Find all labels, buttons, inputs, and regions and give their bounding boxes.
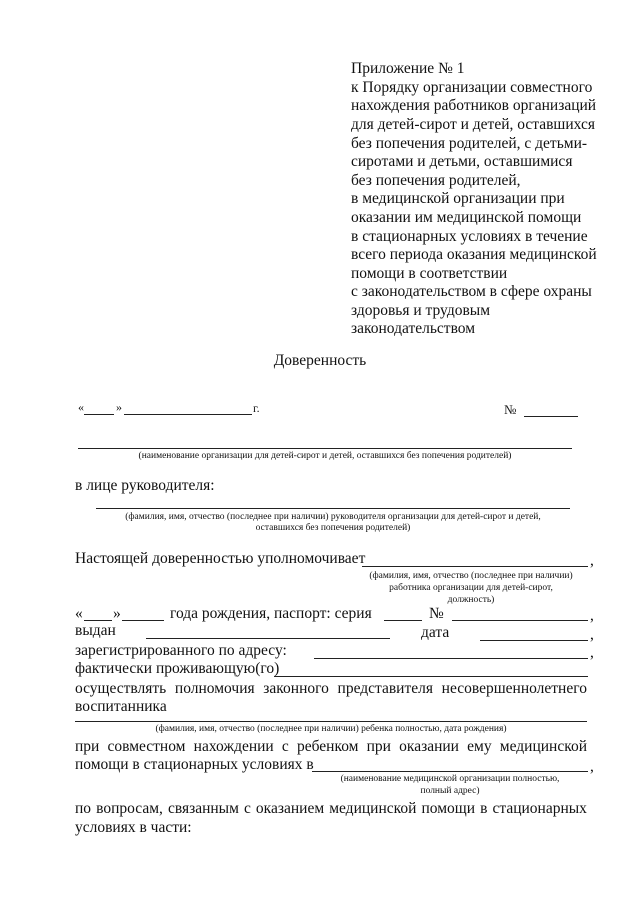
issued-label: выдан: [75, 622, 116, 639]
word: представителя: [337, 680, 433, 697]
word: полномочия: [174, 680, 255, 697]
appendix-line: к Порядку организации совместного: [351, 79, 593, 96]
number-label: №: [504, 402, 517, 417]
appendix-line: Приложение № 1: [351, 60, 465, 77]
open-quote: «: [75, 605, 83, 622]
child-hint: (фамилия, имя, отчество (последнее при наличии) ребенка полностью, дата рождения): [155, 724, 507, 734]
word: связанным: [167, 800, 239, 817]
word: ему: [467, 738, 492, 755]
open-quote: «: [78, 400, 84, 414]
close-quote: »: [113, 605, 121, 622]
word: вопросам,: [96, 800, 163, 817]
issue-date-blank[interactable]: [480, 640, 588, 641]
actual-address-label: фактически проживающую(го): [75, 660, 280, 677]
word: законного: [263, 680, 329, 697]
day-blank[interactable]: [84, 414, 114, 415]
word: совместном: [107, 738, 186, 755]
comma: ,: [590, 552, 594, 569]
issue-date-label: дата: [421, 624, 450, 641]
appendix-line: здоровья и трудовым: [351, 302, 491, 319]
organization-hint: (наименование организации для детей-сирот и детей, оставшихся без попечения родителей): [138, 451, 512, 461]
birth-day-blank[interactable]: [84, 620, 112, 621]
medical-org-blank[interactable]: [312, 771, 588, 772]
joint-stay-line: [75, 738, 587, 756]
head-hint-line1: (фамилия, имя, отчество (последнее при наличии) руководителя организации для детей-сирот и детей,: [125, 512, 541, 522]
passport-series-blank[interactable]: [384, 620, 422, 621]
passport-number-blank[interactable]: [452, 620, 588, 621]
word: в: [480, 800, 488, 817]
worker-name-blank[interactable]: [362, 566, 588, 567]
questions-line: [75, 800, 587, 818]
appendix-line: для детей-сирот и детей, оставшихся: [351, 116, 595, 133]
word: с: [243, 800, 251, 817]
organization-name-blank[interactable]: [78, 448, 572, 449]
appendix-line: всего периода оказания медицинской: [351, 246, 597, 263]
word: нахождении: [193, 738, 274, 755]
actual-address-blank[interactable]: [274, 676, 588, 677]
word: оказании: [399, 738, 459, 755]
represented-by-label: в лице руководителя:: [75, 477, 215, 494]
appendix-line: в стационарных условиях в течение: [351, 228, 588, 245]
word: медицинской: [499, 738, 587, 755]
appendix-line: законодательством: [351, 320, 476, 337]
appendix-line: с законодательством в сфере охраны: [351, 283, 592, 300]
month-year-blank[interactable]: [124, 414, 252, 415]
medical-org-hint-line2: полный адрес): [420, 786, 480, 796]
word: медицинской: [329, 800, 417, 817]
medical-org-hint-line1: (наименование медицинской организации полностью,: [340, 774, 560, 784]
worker-hint-line3: должность): [447, 595, 495, 605]
birth-month-blank[interactable]: [122, 620, 164, 621]
word: при: [366, 738, 391, 755]
joint-stay-line2: помощи в стационарных условиях в: [75, 756, 314, 773]
comma: ,: [590, 626, 594, 643]
word: с: [281, 738, 289, 755]
word: осуществлять: [75, 680, 167, 697]
number-blank[interactable]: [524, 416, 578, 417]
word: оказанием: [255, 800, 325, 817]
close-quote: »: [116, 400, 122, 414]
word: стационарных: [492, 800, 587, 817]
authorizes-label: Настоящей доверенностью уполномочивает: [75, 550, 366, 567]
registered-label: зарегистрированного по адресу:: [75, 642, 287, 659]
head-name-blank[interactable]: [96, 508, 570, 509]
appendix-line: сиротами и детьми, оставшимися: [351, 153, 573, 170]
word: помощи: [421, 800, 476, 817]
appendix-line: в медицинской организации при: [351, 190, 565, 207]
questions-line2: условиях в части:: [75, 819, 192, 836]
appendix-line: помощи в соответствии: [351, 265, 508, 282]
appendix-line: без попечения родителей,: [351, 172, 521, 189]
word: ребенком: [296, 738, 359, 755]
powers-line: [75, 680, 587, 698]
comma: ,: [590, 607, 594, 624]
appendix-line: нахождения работников организаций: [351, 97, 597, 114]
comma: ,: [590, 758, 594, 775]
document-title: Доверенность: [273, 352, 367, 369]
word: при: [75, 738, 100, 755]
child-name-blank[interactable]: [75, 721, 587, 722]
birth-year-label: года рождения, паспорт: серия: [170, 605, 372, 622]
issued-by-blank[interactable]: [146, 638, 390, 639]
worker-hint-line1: (фамилия, имя, отчество (последнее при наличии): [369, 571, 573, 581]
year-suffix: г.: [253, 401, 260, 415]
registered-address-blank[interactable]: [314, 658, 588, 659]
appendix-line: оказании им медицинской помощи: [351, 209, 582, 226]
word: несовершеннолетнего: [441, 680, 587, 697]
passport-number-label: №: [429, 605, 444, 622]
appendix-line: без попечения родителей, с детьми-: [351, 135, 588, 152]
worker-hint-line2: работника организации для детей-сирот,: [389, 583, 553, 593]
head-hint-line2: оставшихся без попечения родителей): [255, 523, 411, 533]
powers-line2: воспитанника: [75, 698, 167, 715]
word: по: [75, 800, 92, 817]
comma: ,: [590, 644, 594, 661]
